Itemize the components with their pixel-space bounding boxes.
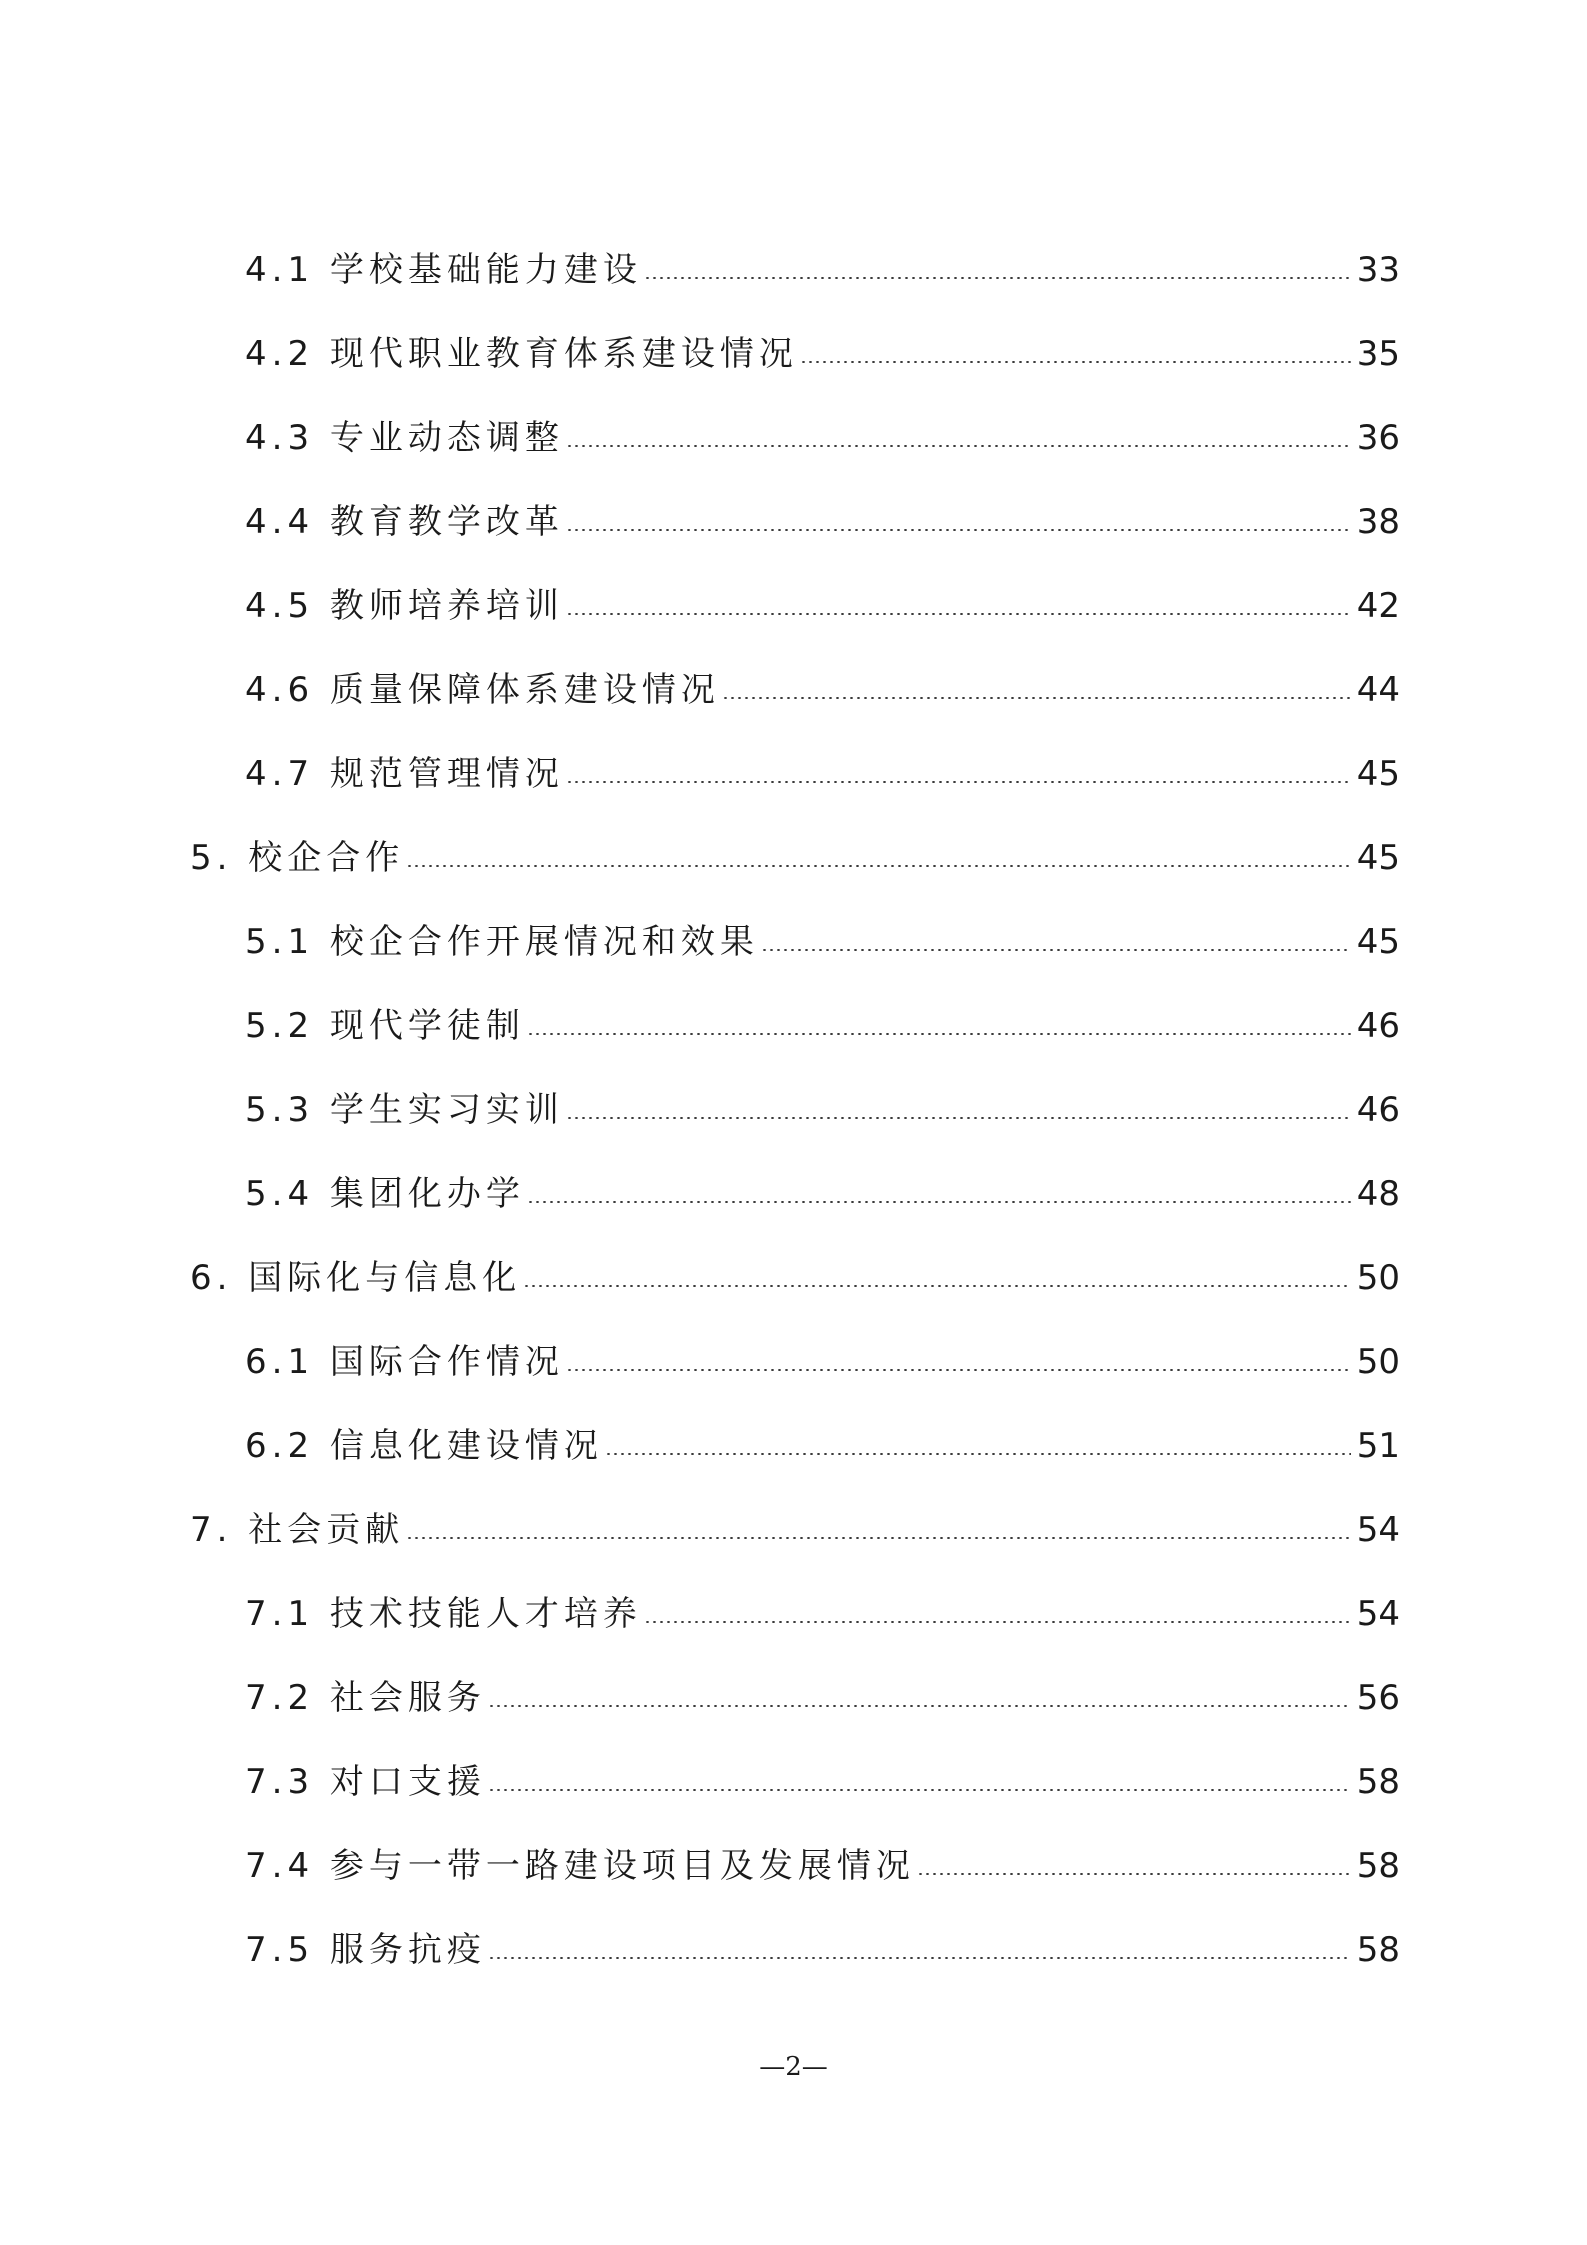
toc-entry-page-number: 50 xyxy=(1356,1342,1400,1382)
toc-dot-leader xyxy=(566,1117,1351,1119)
toc-entry-page-number: 54 xyxy=(1356,1594,1400,1634)
toc-entry-page-number: 54 xyxy=(1356,1510,1400,1550)
toc-dot-leader xyxy=(527,1201,1351,1203)
toc-dot-leader xyxy=(800,361,1351,363)
toc-section-entry[interactable] xyxy=(0,1488,1587,1572)
toc-entry-page-number: 51 xyxy=(1356,1426,1400,1466)
toc-subsection-entry[interactable] xyxy=(0,1572,1587,1656)
toc-entry-page-number: 36 xyxy=(1356,418,1400,458)
toc-entry-title: 6. 国际化与信息化 xyxy=(190,1258,522,1298)
toc-entry-page-number: 58 xyxy=(1356,1846,1400,1886)
toc-subsection-entry[interactable] xyxy=(0,1404,1587,1488)
toc-entry-title: 4.7 规范管理情况 xyxy=(245,754,564,794)
toc-entry-page-number: 44 xyxy=(1356,670,1400,710)
toc-entry-page-number: 46 xyxy=(1356,1090,1400,1130)
toc-entry-page-number: 46 xyxy=(1356,1006,1400,1046)
toc-entry-page-number: 45 xyxy=(1356,838,1400,878)
toc-section-entry[interactable] xyxy=(0,1236,1587,1320)
toc-entry-page-number: 45 xyxy=(1356,922,1400,962)
toc-entry-page-number: 38 xyxy=(1356,502,1400,542)
toc-entry-title: 5.3 学生实习实训 xyxy=(245,1090,564,1130)
toc-entry-page-number: 45 xyxy=(1356,754,1400,794)
toc-dot-leader xyxy=(488,1789,1351,1791)
toc-dot-leader xyxy=(566,613,1351,615)
toc-entry-title: 4.1 学校基础能力建设 xyxy=(245,250,642,290)
toc-subsection-entry[interactable] xyxy=(0,732,1587,816)
toc-dot-leader xyxy=(523,1285,1350,1287)
toc-subsection-entry[interactable] xyxy=(0,1320,1587,1404)
toc-subsection-entry[interactable] xyxy=(0,480,1587,564)
toc-dot-leader xyxy=(566,781,1351,783)
toc-entry-title: 4.2 现代职业教育体系建设情况 xyxy=(245,334,798,374)
toc-dot-leader xyxy=(605,1453,1351,1455)
toc-section-entry[interactable] xyxy=(0,816,1587,900)
toc-dot-leader xyxy=(644,1621,1351,1623)
toc-dot-leader xyxy=(722,697,1351,699)
toc-entry-page-number: 35 xyxy=(1356,334,1400,374)
toc-subsection-entry[interactable] xyxy=(0,1824,1587,1908)
toc-entry-title: 6.2 信息化建设情况 xyxy=(245,1426,603,1466)
toc-entry-page-number: 58 xyxy=(1356,1930,1400,1970)
toc-entry-title: 7.4 参与一带一路建设项目及发展情况 xyxy=(245,1846,915,1886)
toc-dot-leader xyxy=(566,1369,1351,1371)
toc-dot-leader xyxy=(566,445,1351,447)
toc-entry-title: 7.5 服务抗疫 xyxy=(245,1930,486,1970)
toc-subsection-entry[interactable] xyxy=(0,900,1587,984)
toc-entry-title: 5.4 集团化办学 xyxy=(245,1174,525,1214)
toc-entry-page-number: 56 xyxy=(1356,1678,1400,1718)
toc-subsection-entry[interactable] xyxy=(0,1908,1587,1992)
toc-dot-leader xyxy=(406,1537,1350,1539)
toc-subsection-entry[interactable] xyxy=(0,564,1587,648)
toc-dot-leader xyxy=(761,949,1351,951)
toc-entry-title: 5.1 校企合作开展情况和效果 xyxy=(245,922,759,962)
toc-entry-title: 7.1 技术技能人才培养 xyxy=(245,1594,642,1634)
toc-entry-page-number: 58 xyxy=(1356,1762,1400,1802)
toc-entry-page-number: 33 xyxy=(1356,250,1400,290)
toc-entry-title: 5.2 现代学徒制 xyxy=(245,1006,525,1046)
toc-dot-leader xyxy=(527,1033,1351,1035)
toc-entry-title: 7.2 社会服务 xyxy=(245,1678,486,1718)
toc-dot-leader xyxy=(488,1705,1351,1707)
page-number-footer: —2— xyxy=(759,2052,828,2082)
table-of-contents xyxy=(0,228,1587,1992)
toc-entry-page-number: 48 xyxy=(1356,1174,1400,1214)
toc-entry-title: 4.4 教育教学改革 xyxy=(245,502,564,542)
toc-entry-title: 7. 社会贡献 xyxy=(190,1510,405,1550)
toc-entry-title: 5. 校企合作 xyxy=(190,838,405,878)
toc-subsection-entry[interactable] xyxy=(0,396,1587,480)
toc-subsection-entry[interactable] xyxy=(0,1740,1587,1824)
toc-entry-title: 7.3 对口支援 xyxy=(245,1762,486,1802)
toc-subsection-entry[interactable] xyxy=(0,1656,1587,1740)
toc-entry-title: 6.1 国际合作情况 xyxy=(245,1342,564,1382)
toc-entry-page-number: 42 xyxy=(1356,586,1400,626)
toc-subsection-entry[interactable] xyxy=(0,984,1587,1068)
toc-dot-leader xyxy=(566,529,1351,531)
toc-subsection-entry[interactable] xyxy=(0,228,1587,312)
toc-dot-leader xyxy=(488,1957,1351,1959)
toc-entry-page-number: 50 xyxy=(1356,1258,1400,1298)
toc-dot-leader xyxy=(406,865,1350,867)
toc-dot-leader xyxy=(917,1873,1351,1875)
toc-entry-title: 4.5 教师培养培训 xyxy=(245,586,564,626)
toc-dot-leader xyxy=(644,277,1351,279)
toc-subsection-entry[interactable] xyxy=(0,1152,1587,1236)
toc-subsection-entry[interactable] xyxy=(0,648,1587,732)
toc-entry-title: 4.6 质量保障体系建设情况 xyxy=(245,670,720,710)
toc-entry-title: 4.3 专业动态调整 xyxy=(245,418,564,458)
toc-subsection-entry[interactable] xyxy=(0,312,1587,396)
toc-subsection-entry[interactable] xyxy=(0,1068,1587,1152)
